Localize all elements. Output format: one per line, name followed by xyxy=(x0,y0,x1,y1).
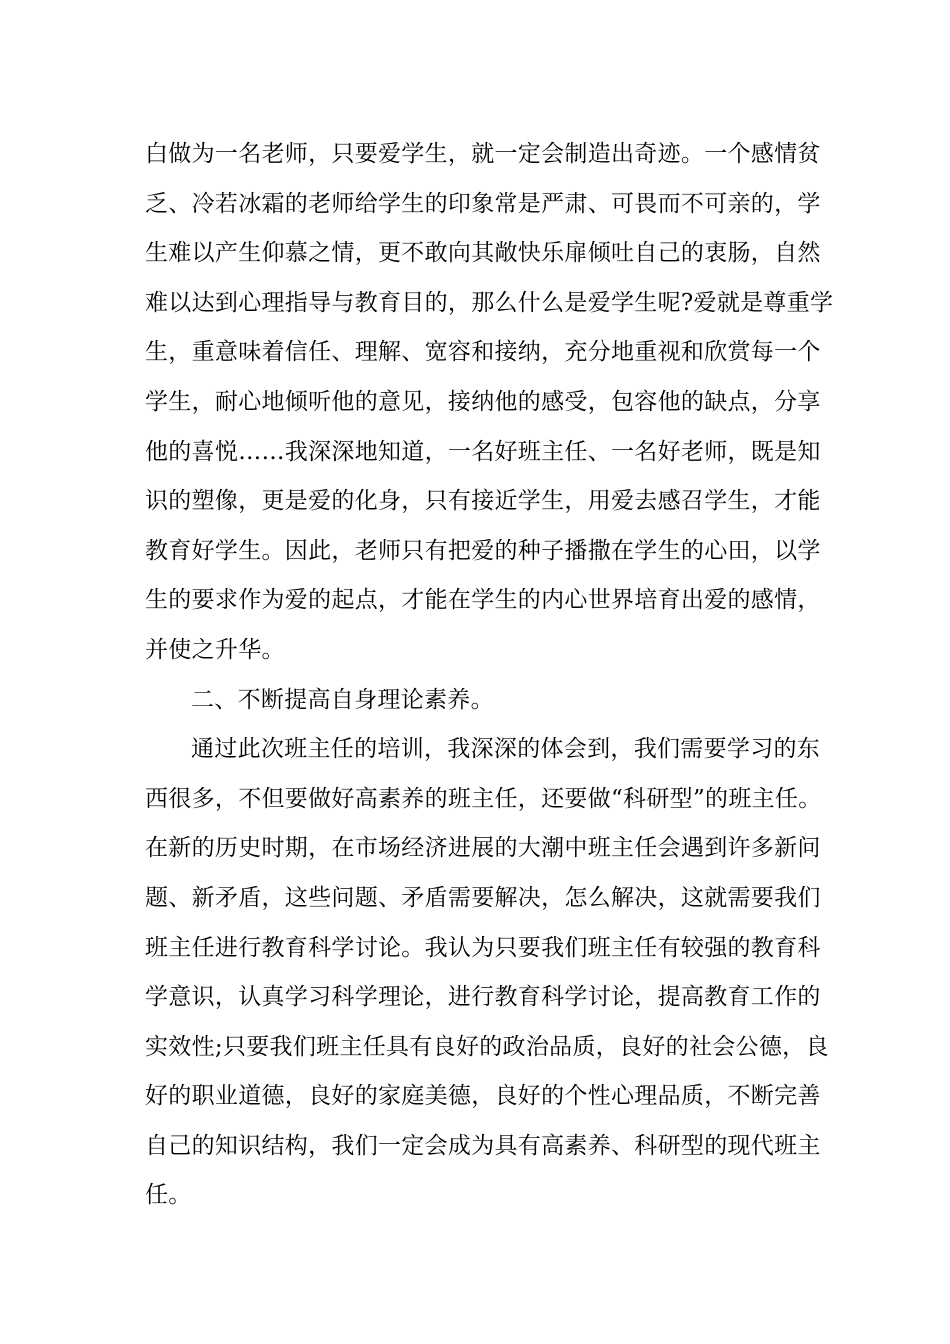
text-line: 识的塑像，更是爱的化身，只有接近学生，用爱去感召学生，才能 xyxy=(145,488,821,515)
text-line: 学生，耐心地倾听他的意见，接纳他的感受，包容他的缺点，分享 xyxy=(145,388,821,415)
text-line: 题、新矛盾，这些问题、矛盾需要解决，怎么解决，这就需要我们 xyxy=(145,884,821,911)
text-line: 学意识，认真学习科学理论，进行教育科学讨论，提高教育工作的 xyxy=(145,984,821,1011)
text-line: 并使之升华。 xyxy=(145,636,285,663)
text-line: 教育好学生。因此，老师只有把爱的种子播撒在学生的心田，以学 xyxy=(145,537,821,564)
text-line: 难以达到心理指导与教育目的，那么什么是爱学生呢?爱就是尊重学 xyxy=(145,289,834,316)
text-line: 乏、冷若冰霜的老师给学生的印象常是严肃、可畏而不可亲的，学 xyxy=(145,190,821,217)
text-line: 生难以产生仰慕之情，更不敢向其敞快乐扉倾吐自己的衷肠，自然 xyxy=(145,240,821,267)
text-line: 好的职业道德，良好的家庭美德，良好的个性心理品质，不断完善 xyxy=(145,1083,821,1110)
text-line: 实效性;只要我们班主任具有良好的政治品质，良好的社会公德，良 xyxy=(145,1033,829,1060)
text-line: 西很多，不但要做好高素养的班主任，还要做“科研型”的班主任。 xyxy=(145,785,822,812)
text-line: 班主任进行教育科学讨论。我认为只要我们班主任有较强的教育科 xyxy=(145,934,821,961)
text-line: 自己的知识结构，我们一定会成为具有高素养、科研型的现代班主 xyxy=(145,1132,821,1159)
text-line: 在新的历史时期，在市场经济进展的大潮中班主任会遇到许多新问 xyxy=(145,835,821,862)
section-heading: 二、不断提高自身理论素养。 xyxy=(191,686,494,713)
text-line: 白做为一名老师，只要爱学生，就一定会制造出奇迹。一个感情贫 xyxy=(145,141,821,167)
text-line: 通过此次班主任的培训，我深深的体会到，我们需要学习的东 xyxy=(191,736,821,763)
text-line: 他的喜悦……我深深地知道，一名好班主任、一名好老师，既是知 xyxy=(145,438,821,465)
text-line: 任。 xyxy=(145,1182,192,1209)
document-body xyxy=(145,130,834,1221)
text-line: 生，重意味着信任、理解、宽容和接纳，充分地重视和欣赏每一个 xyxy=(145,339,821,366)
text-line: 生的要求作为爱的起点，才能在学生的内心世界培育出爱的感情， xyxy=(145,587,821,614)
